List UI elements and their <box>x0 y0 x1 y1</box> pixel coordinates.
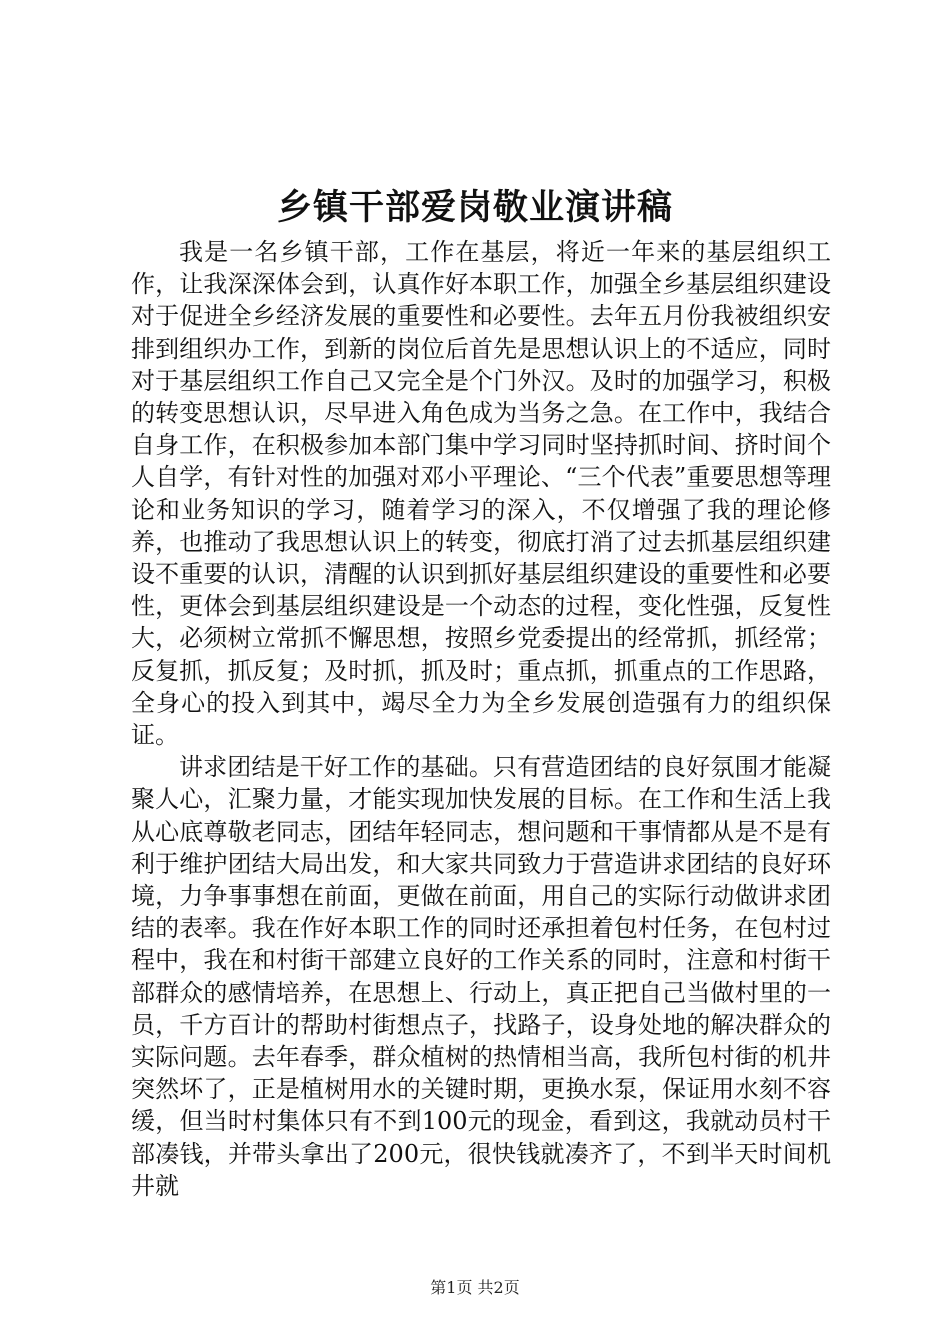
document-body <box>131 236 831 1202</box>
paragraph-2: 讲求团结是干好工作的基础。只有营造团结的良好氛围才能凝聚人心，汇聚力量，才能实现加快发展的目标。在工作和生活上我从心底尊敬老同志，团结年轻同志，想问题和干事情都从是不是有利于维护团结大局出发，和大家共同致力于营造讲求团结的良好环境，力争事事想在前面，更做在前面，用自己的实际行动做讲求团结的表率。我在作好本职工作的同时还承担着包村任务，在包村过程中，我在和村街干部建立良好的工作关系的同时，注意和村街干部群众的感情培养，在思想上、行动上，真正把自己当做村里的一员，千方百计的帮助村街想点子，找路子，设身处地的解决群众的实际问题。去年春季，群众植树的热情相当高，我所包村街的机井突然坏了，正是植树用水的关键时期，更换水泵，保证用水刻不容缓，但当时村集体只有不到100元的现金，看到这，我就动员村干部凑钱，并带头拿出了200元，很快钱就凑齐了，不到半天时间机井就 <box>131 753 831 1200</box>
paragraph-1: 我是一名乡镇干部，工作在基层，将近一年来的基层组织工作，让我深深体会到，认真作好本职工作，加强全乡基层组织建设对于促进全乡经济发展的重要性和必要性。去年五月份我被组织安排到组织办工作，到新的岗位后首先是思想认识上的不适应，同时对于基层组织工作自己又完全是个门外汉。及时的加强学习，积极的转变思想认识，尽早进入角色成为当务之急。在工作中，我结合自身工作，在积极参加本部门集中学习同时坚持抓时间、挤时间个人自学，有针对性的加强对邓小平理论、“三个代表”重要思想等理论和业务知识的学习，随着学习的深入，不仅增强了我的理论修养，也推动了我思想认识上的转变，彻底打消了过去抓基层组织建设不重要的认识，清醒的认识到抓好基层组织建设的重要性和必要性，更体会到基层组织建设是一个动态的过程，变化性强，反复性大，必须树立常抓不懈思想，按照乡党委提出的经常抓，抓经常；反复抓，抓反复；及时抓，抓及时；重点抓，抓重点的工作思路，全身心的投入到其中，竭尽全力为全乡发展创造强有力的组织保证。 <box>131 238 831 750</box>
document-title: 乡镇干部爱岗敬业演讲稿 <box>276 187 673 228</box>
page-number-footer: 第1页 共2页 <box>430 1278 520 1297</box>
